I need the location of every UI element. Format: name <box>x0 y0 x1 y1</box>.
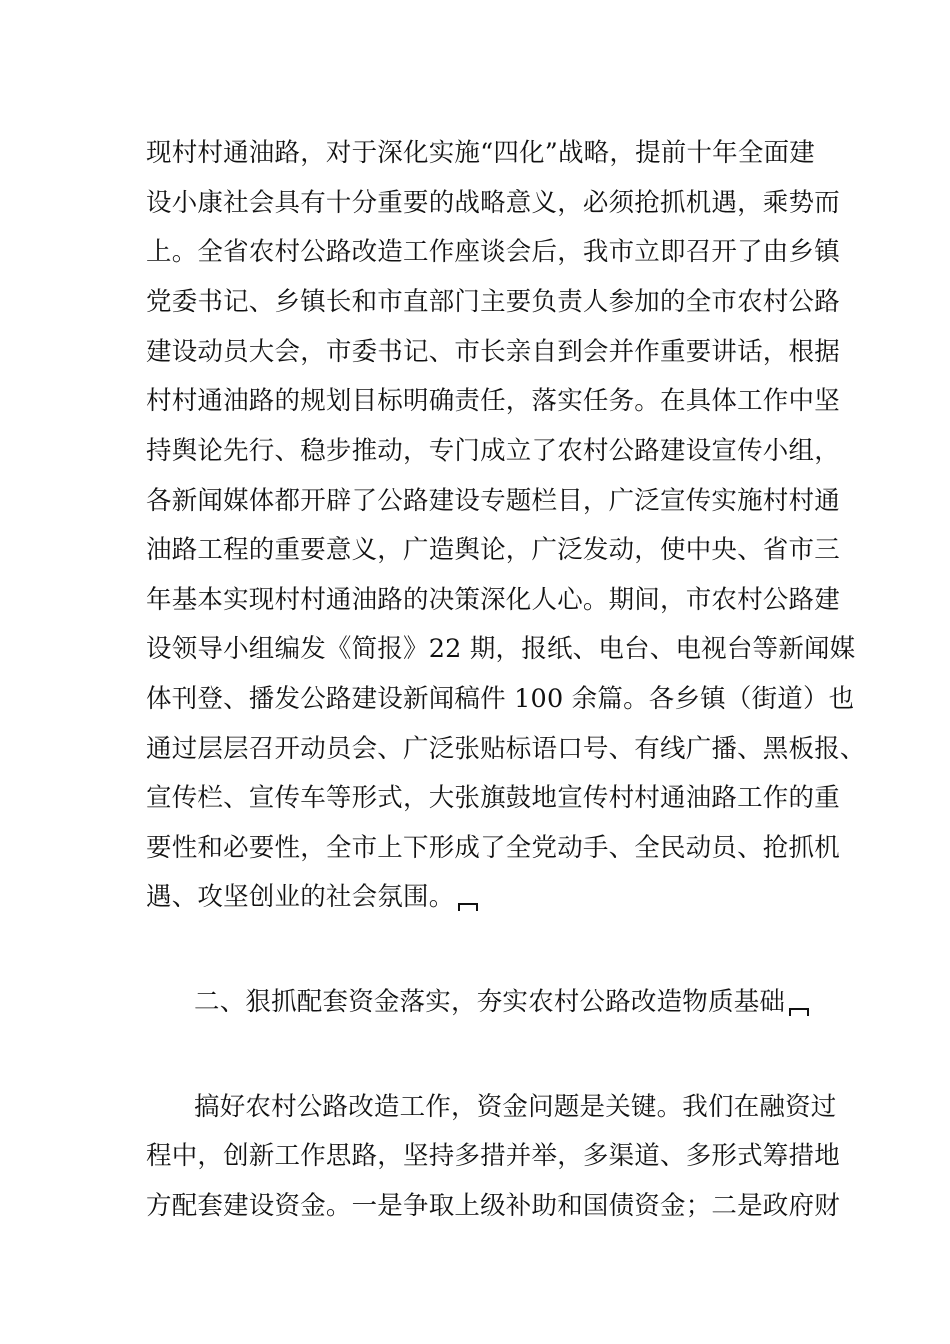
text-line: 方配套建设资金。一是争取上级补助和国债资金；二是政府财 <box>146 1191 840 1221</box>
section-heading <box>194 986 809 1018</box>
text-line: 体刊登、播发公路建设新闻稿件 100 余篇。各乡镇（街道）也 <box>146 684 855 714</box>
text-line: 程中，创新工作思路，坚持多措并举，多渠道、多形式筹措地 <box>146 1141 840 1171</box>
text-line: 上。全省农村公路改造工作座谈会后，我市立即召开了由乡镇 <box>146 237 840 267</box>
text-line: 建设动员大会，市委书记、市长亲自到会并作重要讲话，根据 <box>146 337 840 367</box>
paragraph-mark-icon <box>789 1008 809 1016</box>
text-line: 现村村通油路，对于深化实施“四化”战略，提前十年全面建 <box>146 138 815 168</box>
text-line: 党委书记、乡镇长和市直部门主要负责人参加的全市农村公路 <box>146 287 840 317</box>
text-line: 设小康社会具有十分重要的战略意义，必须抢抓机遇，乘势而 <box>146 188 840 218</box>
text-line: 村村通油路的规划目标明确责任，落实任务。在具体工作中坚 <box>146 386 840 416</box>
text-line: 搞好农村公路改造工作，资金问题是关键。我们在融资过 <box>194 1092 837 1122</box>
text-line: 通过层层召开动员会、广泛张贴标语口号、有线广播、黑板报、 <box>146 734 866 764</box>
text-line: 年基本实现村村通油路的决策深化人心。期间，市农村公路建 <box>146 585 840 615</box>
text-line: 持舆论先行、稳步推动，专门成立了农村公路建设宣传小组， <box>146 436 840 466</box>
section-heading-text: 二、狠抓配套资金落实，夯实农村公路改造物质基础 <box>194 987 786 1017</box>
text-line: 设领导小组编发《简报》22 期，报纸、电台、电视台等新闻媒 <box>146 634 856 664</box>
text-line: 油路工程的重要意义，广造舆论，广泛发动，使中央、省市三 <box>146 535 840 565</box>
text-line-last <box>146 881 478 913</box>
text-line-content: 遇、攻坚创业的社会氛围。 <box>146 882 455 912</box>
text-line: 各新闻媒体都开辟了公路建设专题栏目，广泛宣传实施村村通 <box>146 486 840 516</box>
text-line: 要性和必要性，全市上下形成了全党动手、全民动员、抢抓机 <box>146 833 840 863</box>
paragraph-mark-icon <box>458 903 478 911</box>
text-line: 宣传栏、宣传车等形式，大张旗鼓地宣传村村通油路工作的重 <box>146 783 840 813</box>
